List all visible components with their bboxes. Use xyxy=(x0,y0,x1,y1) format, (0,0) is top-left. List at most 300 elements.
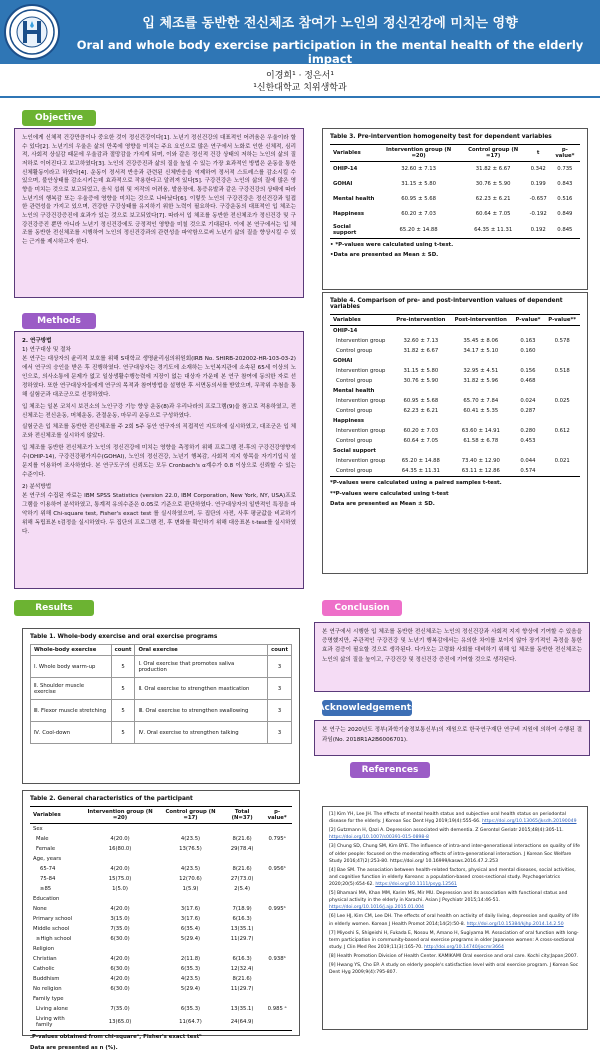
table-cell: 63.60 ± 14.91 xyxy=(461,428,500,434)
reference-text: [9] Hwang YS, Cho EP. A study on elderly people's satisfaction level with oral exercise program. J Korean Soc Dent Hyg 2009;9(4):795-807. xyxy=(329,963,579,976)
table-cell: 60.41 ± 5.35 xyxy=(463,408,499,414)
table-cell: 0.985 ᵃ xyxy=(267,1006,287,1012)
table-cell xyxy=(512,326,545,337)
reference-text: [3] Chung SD, Chung SM, Kim BYE. The influence of intra-and inter-generational interactions on quality of life of older people: focused on the moderating effects of intra-generational interaction. J Korean Soc Welfare Study 2016;47(2):253-80. https://doi.org/ 10.16999/kasws.2016.47.2.253 xyxy=(329,844,580,864)
table4-note: *P-values were calculated using a paired samples t-test. xyxy=(330,480,502,486)
table-cell: 0.956ᵇ xyxy=(268,866,286,872)
methods-para: 입 체조는 일본 코치시 보건소의 노인구강 기능 향상 운동(8)과 우리나라의 프로그램(9)을 참고로 적용하였고, 전신체조는 전신운동, 머체운동, 관절운동, 마무리 운동으로 구성하였다. xyxy=(22,403,296,419)
table-row xyxy=(330,162,580,177)
table-row xyxy=(30,974,292,984)
table-cell: 60.95 ± 5.68 xyxy=(401,196,436,202)
table-cell xyxy=(450,356,512,366)
table-row xyxy=(31,678,292,700)
table-cell: 24(64.9) xyxy=(230,1019,254,1025)
table-row-label: Control group xyxy=(336,378,373,384)
table-cell: 4(20.0) xyxy=(110,906,130,912)
table3-note: •Data are presented as Mean ± SD. xyxy=(330,252,439,259)
table-cell: 4(20.0) xyxy=(110,866,130,872)
methods-box xyxy=(14,331,304,589)
table-cell: Ⅰ. Oral exercise that promotes saliva production xyxy=(135,656,268,678)
table-cell: 0.163 xyxy=(520,338,536,344)
table-row-label: Mental health xyxy=(333,388,375,394)
table-cell: 8(21.6) xyxy=(232,836,252,842)
table-cell: 0.995ᵇ xyxy=(268,906,286,912)
table-cell xyxy=(512,356,545,366)
table-row-label: Education xyxy=(33,896,60,902)
table-cell: 0.280 xyxy=(520,428,536,434)
table-row-label: OHIP-14 xyxy=(333,328,358,334)
table-row-label: Control group xyxy=(336,468,373,474)
conclusion-box: 본 연구에서 시행한 입 체조를 동반한 전신체조는 노인의 정신건강과 사회적 지지 향상에 기여할 수 있음을 증명했지만, 주관적인 구강건강 및 노년기 행복감에서는 유의한 차이를 보이지 않아 장기적인 측정을 통한 효과 검증이 필요할 것으로 생각된다. 다가오는 고령화 사회를 대비하기 위해 입 체조를 동반한 전신체조는 노인의 삶의 질을 높이고, 구강건강 및 정신건강 증진에 기여할 것으로 생각된다. xyxy=(314,622,590,692)
methods-subheading-1: 1) 연구대상 및 절차 xyxy=(22,346,71,353)
table-row xyxy=(330,336,580,346)
table-row-label: Religion xyxy=(33,946,55,952)
table-cell: 0.160 xyxy=(520,348,536,354)
methods-para: 실험군은 입 체조를 동반한 전신체조를 주 2회 5주 동안 연구자의 직접적인 지도하에 실시하였고, 대조군은 입 체조와 전신체조를 실시하지 않았다. xyxy=(22,424,296,440)
table-cell: 60.64 ± 7.05 xyxy=(403,438,439,444)
table-cell: 0.938ᵇ xyxy=(268,956,286,962)
table-cell: 6(35.4) xyxy=(180,926,201,932)
table-row xyxy=(31,656,292,678)
table-row-label: Sex xyxy=(33,826,43,832)
table-cell xyxy=(450,416,512,426)
table-cell xyxy=(262,884,292,894)
table4-box xyxy=(322,292,588,574)
table-cell: 13(35.1) xyxy=(230,1006,254,1012)
table-row xyxy=(330,207,580,222)
table-row-label: Control group xyxy=(336,408,373,414)
table-cell: OHIP-14 xyxy=(333,166,358,173)
reference-item xyxy=(329,867,581,888)
table-row xyxy=(30,874,292,884)
table2-body xyxy=(30,824,292,1031)
table-cell: 31.82 ± 6.67 xyxy=(475,166,511,173)
table-row xyxy=(330,222,580,239)
table-cell: 0.192 xyxy=(530,226,546,233)
table4-body xyxy=(330,326,580,477)
table-header-cell: count xyxy=(111,645,135,656)
table-cell xyxy=(544,346,580,356)
table-row-label: Living with family xyxy=(36,1016,65,1028)
table-cell: 4(23.5) xyxy=(180,976,201,982)
table-cell: 34.17 ± 5.10 xyxy=(463,348,499,354)
table-header-cell: Intervention group (N =20) xyxy=(386,147,452,159)
title-english: Oral and whole body exercise participation in the mental health of the elderly impact xyxy=(76,38,584,66)
table-header-cell: Variables xyxy=(333,150,361,156)
reference-text: [6] Lee HJ, Kim CM, Lee DH. The effects of oral health on activity of daily living, depression and quality of life in elderly women. Korean J Health Promot 2014;14(2):50-8. xyxy=(329,914,580,927)
table-cell xyxy=(392,356,450,366)
table-cell: 6(30.0) xyxy=(110,936,130,942)
table-cell: 13(76.5) xyxy=(179,846,202,852)
table-cell xyxy=(544,416,580,426)
table1-header-row xyxy=(31,645,292,656)
table-cell: 0.199 xyxy=(530,181,546,187)
table-cell xyxy=(159,894,222,904)
reference-item xyxy=(329,811,581,825)
table-cell: -0.657 xyxy=(529,196,547,202)
table-cell xyxy=(81,944,159,954)
poster-header xyxy=(0,0,600,64)
table-cell: 0.342 xyxy=(530,166,546,173)
table-cell: 11(29.7) xyxy=(230,986,254,992)
table-cell: 6(30.0) xyxy=(110,966,130,972)
table-cell xyxy=(450,326,512,337)
table-cell: Ⅳ. Oral exercise to strengthen talking xyxy=(135,722,268,744)
table-cell: 13(35.1) xyxy=(230,926,254,932)
table-cell: 4(20.0) xyxy=(110,836,130,842)
table-cell: 0.845 xyxy=(557,226,573,233)
table-cell: 0.021 xyxy=(554,458,570,464)
table-cell xyxy=(262,984,292,994)
table-cell xyxy=(262,914,292,924)
table-cell xyxy=(159,994,222,1004)
table-cell: 0.025 xyxy=(554,398,570,404)
methods-subheading-2: 2) 분석방법 xyxy=(22,484,52,491)
table-cell: -0.192 xyxy=(529,211,547,217)
table-cell xyxy=(262,844,292,854)
table-row-label: Catholic xyxy=(33,966,55,972)
table-cell xyxy=(544,466,580,477)
table3-header-row xyxy=(330,145,580,162)
table-cell: 12(70.6) xyxy=(179,876,202,882)
reference-link[interactable]: http://doi.org/10.14740/jocmr3664 xyxy=(424,944,504,950)
table-cell: 60.20 ± 7.03 xyxy=(403,428,439,434)
table-cell xyxy=(262,874,292,884)
table-cell: 3(15.0) xyxy=(110,916,130,922)
table1-box xyxy=(22,628,300,784)
table-cell xyxy=(222,994,262,1004)
affiliation: ¹신한대학교 치위생학과 xyxy=(253,83,347,93)
table4-note: Data are presented as Mean ± SD. xyxy=(330,501,435,508)
table-cell: 5(29.4) xyxy=(180,936,201,942)
table-row xyxy=(31,700,292,722)
table-row-label: No religion xyxy=(33,986,62,992)
table-cell xyxy=(262,934,292,944)
table-cell xyxy=(392,416,450,426)
reference-text: [7] Miyoshi S, Shigeishi H, Fukada E, Nosou M, Amano H, Sugiyama M. Association of oral function with long-term participation in community-based oral exercise programs in older Japanese women: A cross-sectional study. J Clin Med Res 2019;11(3):165-70. xyxy=(329,930,579,950)
table-cell: 3 xyxy=(268,656,292,678)
table-cell: 60.64 ± 7.05 xyxy=(475,211,511,217)
reference-link[interactable]: https://doi.org/10.13065/jksdh.20190049 xyxy=(482,819,577,825)
table-cell xyxy=(544,386,580,396)
table-row xyxy=(330,396,580,406)
table-header-cell: Post-intervention xyxy=(454,317,507,323)
table-row-label: Control group xyxy=(336,348,373,354)
table-cell: 61.58 ± 6.78 xyxy=(463,438,499,444)
table-cell: 4(20.0) xyxy=(110,956,130,962)
section-references-label: References xyxy=(350,762,430,778)
table-cell xyxy=(262,944,292,954)
reference-link[interactable]: https://doi.org/10.1016/j.ajp.2015.01.004 xyxy=(329,905,424,911)
table-cell: Ⅳ. Cool-down xyxy=(31,722,112,744)
table-cell: 7(35.0) xyxy=(110,926,130,932)
table4-caption: Table 4. Comparison of pre- and post-intervention values of dependent variables xyxy=(330,298,563,310)
table-cell xyxy=(262,974,292,984)
table-cell xyxy=(544,356,580,366)
table-cell: 0.453 xyxy=(520,438,536,444)
table-cell: 27(73.0) xyxy=(230,876,254,882)
table-cell: 5 xyxy=(111,678,135,700)
table-cell xyxy=(222,854,262,864)
table-row-label: Intervention group xyxy=(336,428,386,434)
table-cell xyxy=(544,406,580,416)
methods-para: 본 연구는 대상자의 윤리적 보호를 위해 S대학교 생명윤리심의위원회(IRB No. SHIRB-202002-HR-103-03-2)에서 연구의 승인을 받은 후 진행하였다. 연구대상자는 경기도에 소재하는 노인복지관에 소속된 65세 이상의 노인으로, 의사소통에 문제가 없고 일상생활수행능력에 지장이 없는 대상자 가운데 본 연구 참여에 동의한 자로 선정하였다. 또한 연구대상자들에게 연구의 목적과 참여방법을 설명한 후 서면동의서를 받았으며, 무작위 추첨을 통해 실험군과 대조군으로 선정하였다. xyxy=(22,355,296,398)
table-row-label: GOHAI xyxy=(333,358,353,364)
table-header-cell: Control group (N =17) xyxy=(165,809,216,821)
table-cell: Ⅱ. Shoulder muscle exercise xyxy=(31,678,112,700)
table-cell: 64.35 ± 11.31 xyxy=(401,468,440,474)
table-row-label: Family type xyxy=(33,996,64,1002)
table-row-label: Intervention group xyxy=(336,458,386,464)
table-row-label: Living alone xyxy=(36,1006,69,1012)
references-box xyxy=(322,806,588,1030)
reference-item xyxy=(329,930,581,951)
table-cell xyxy=(81,894,159,904)
table-cell: 0.574 xyxy=(520,468,536,474)
table-cell: 2(11.8) xyxy=(180,956,201,962)
table-cell: 0.735 xyxy=(557,166,573,173)
table1 xyxy=(30,644,292,744)
table-cell: 5 xyxy=(111,700,135,722)
table-row xyxy=(30,854,292,864)
table3-note: • *P-values were calculated using t-test. xyxy=(330,241,454,248)
table-cell: 6(35.3) xyxy=(180,1006,201,1012)
table-cell: 0.795ᵃ xyxy=(268,836,286,842)
reference-item xyxy=(329,962,581,976)
table-cell: 0.287 xyxy=(520,408,536,414)
table-row xyxy=(330,366,580,376)
table-cell: 31.15 ± 5.80 xyxy=(403,368,439,374)
table-row-label: Intervention group xyxy=(336,398,386,404)
table-cell: 62.23 ± 6.21 xyxy=(475,196,511,202)
table-row-label: Social support xyxy=(333,448,376,454)
table-row xyxy=(330,376,580,386)
table-header-cell: Intervention group (N =20) xyxy=(87,809,153,821)
table-row xyxy=(30,984,292,994)
table-cell: 31.15 ± 5.80 xyxy=(401,181,436,187)
table-cell: 73.40 ± 12.90 xyxy=(461,458,500,464)
table-row xyxy=(30,904,292,914)
reference-link[interactable]: https://doi.org/10.1007/s00391-015-0898-8 xyxy=(329,835,429,841)
table-row-label: ≥85 xyxy=(40,886,52,892)
title-korean: 입 체조를 동반한 전신체조 참여가 노인의 정신건강에 미치는 영향 xyxy=(142,16,518,31)
table-cell xyxy=(512,416,545,426)
table-cell: 15(75.0) xyxy=(108,876,132,882)
table-cell: 3(17.6) xyxy=(180,906,201,912)
table-row xyxy=(30,914,292,924)
acknowledgements-box: 본 연구는 2020년도 정부(과학기술정보통신부)의 재원으로 한국연구재단 연구비 지원에 의하여 수행된 결과임(No. 2018R1A2B6006701). xyxy=(314,720,590,756)
table-row-label: ≥High school xyxy=(36,936,72,942)
reference-text: [2] Gutzmann H, Qazi A. Depression associated with dementia. Z Gerontol Geriatr 2015;48(4):305-11. xyxy=(329,828,564,834)
table-cell: 0.044 xyxy=(520,458,536,464)
reference-item xyxy=(329,890,581,911)
table-row xyxy=(330,436,580,446)
table-cell: 0.468 xyxy=(520,378,536,384)
table-row-label: Christian xyxy=(33,956,57,962)
table-cell: 6(16.3) xyxy=(232,956,252,962)
table-row-label: None xyxy=(33,906,47,912)
table-cell: 6(35.3) xyxy=(180,966,201,972)
table4 xyxy=(330,314,580,477)
table-cell xyxy=(222,894,262,904)
table-cell: 1(5.0) xyxy=(112,886,128,892)
table-row xyxy=(330,456,580,466)
table-row-label: Middle school xyxy=(33,926,70,932)
table-cell xyxy=(81,824,159,835)
table-row xyxy=(330,426,580,436)
table-cell: 3 xyxy=(268,722,292,744)
reference-link[interactable]: https://doi.org/10.1111/psyg.12561 xyxy=(375,881,457,887)
table-header-cell: Variables xyxy=(33,812,61,818)
section-methods-label: Methods xyxy=(22,313,96,329)
table3-box xyxy=(322,128,588,290)
table-cell: 0.843 xyxy=(557,181,573,187)
table4-header-row xyxy=(330,315,580,326)
table-cell: GOHAI xyxy=(333,181,353,187)
table-row-label: 75-84 xyxy=(40,876,56,882)
table-cell: 3 xyxy=(268,678,292,700)
table-row-label: Primary school xyxy=(33,916,73,922)
table-header-cell: Control group (N =17) xyxy=(468,147,519,159)
methods-para: 본 연구의 수집된 자료는 IBM SPSS Statistics (version 22.0, IBM Corporation, New York, NY, USA)프로그램을 이용하여 분석하였고, 통계적 유의수준은 0.05로 기준으로 판단하였다. 연구대상자의 일반적인 특징을 파악하기 위해 Chi-square test, Fisher's exact test 를 실시하였으며, 두 집단의 사전, 사후 평균값을 비교하기 위해 독립표본 t검정을 실시하였다. 두 집단의 프로그램 전, 후 변화를 확인하기 위해 대응표본 t-test를 실시하였다. xyxy=(22,493,296,535)
table-cell: Happiness xyxy=(333,211,365,217)
table-cell: 64.35 ± 11.31 xyxy=(474,226,513,233)
table-cell: 2(5.4) xyxy=(234,886,251,892)
table-header-cell: p-value* xyxy=(267,809,287,821)
table-row xyxy=(330,446,580,456)
table-cell: 16(80.0) xyxy=(108,846,132,852)
table2-box xyxy=(22,790,300,1051)
table-row xyxy=(330,466,580,477)
university-logo xyxy=(4,4,60,60)
methods-para: 입 체조를 동반한 전신체조가 노인의 정신건강에 미치는 영향을 측정하기 위해 프로그램 전·후의 구강건강영향지수(OHIP-14), 구강건강평가지수(GOHAI), 노인의 정신건강, 노년기 행복감, 사회적 지지 항목을 자기기입식 설문지를 이용하여 조사하였다. 본 연구도구의 신뢰도는 모두 Cronbach's α계수가 0.8 이상으로 신뢰할 수 있는 수준이다. xyxy=(22,445,296,479)
table-cell xyxy=(159,824,222,835)
table-cell: 4(20.0) xyxy=(110,976,130,982)
table-cell xyxy=(262,964,292,974)
table-cell: 5 xyxy=(111,656,135,678)
table-cell: 1(5.9) xyxy=(182,886,199,892)
table-cell: 6(16.3) xyxy=(232,916,252,922)
reference-item xyxy=(329,913,581,927)
table-row-label: Happiness xyxy=(333,418,365,424)
table-cell: Ⅰ. Whole body warm-up xyxy=(31,656,112,678)
table-row xyxy=(330,386,580,396)
table-header-cell: P-value** xyxy=(548,317,577,323)
table-cell: 6(30.0) xyxy=(110,986,130,992)
table-cell xyxy=(544,446,580,456)
authors: 이경희¹ · 정은서¹ xyxy=(266,71,334,81)
table-row xyxy=(30,834,292,844)
reference-item xyxy=(329,827,581,841)
table-cell xyxy=(544,326,580,337)
table-row xyxy=(30,944,292,954)
table4-note: **P-values were calculated using t-test xyxy=(330,490,449,497)
reference-text: [5] Bhamani MA, Khan MM, Karim MS, Mir MU. Depression and its association with functional status and physical activity in the elderly in Karachi. Asian J Psychiatr 2015;14:46-51. xyxy=(329,891,568,904)
table1-caption: Table 1. Whole-body exercise and oral exercise programs xyxy=(30,634,218,640)
table-cell: 30.76 ± 5.90 xyxy=(403,378,439,384)
table-cell xyxy=(159,944,222,954)
table-cell xyxy=(544,436,580,446)
table-cell xyxy=(262,924,292,934)
table-cell xyxy=(392,446,450,456)
table-header-cell: Whole-body exercise xyxy=(31,645,112,656)
reference-link[interactable]: http://doi.org/10.15384/kjhp.2014.14.2.50 xyxy=(466,921,564,927)
table-row xyxy=(30,954,292,964)
table-row xyxy=(330,177,580,192)
table-row xyxy=(30,1004,292,1014)
table-cell xyxy=(450,446,512,456)
table-header-cell: count xyxy=(268,645,292,656)
table-cell xyxy=(450,386,512,396)
table-row xyxy=(30,884,292,894)
table-row-label: Control group xyxy=(336,438,373,444)
table-row xyxy=(30,864,292,874)
table-cell xyxy=(512,386,545,396)
table-cell xyxy=(262,1014,292,1031)
table-row-label: Male xyxy=(36,836,49,842)
table-cell xyxy=(262,824,292,835)
table-row xyxy=(330,356,580,366)
objective-box: 노인에게 신체적 건강만큼이나 중요한 것이 정신건강이다[1]. 노년기 정신건강의 대표적인 어려움은 우울이라 할 수 있다[2]. 노년기의 우울은 삶의 만족에 영향을 미치는 주요 요인으로 많은 연구에서 노화로 인한 신체적, 심리적, 사회적 상실감 때문에 우울감과 절망감을 가지게 되며, 이와 같은 정신적 건강 상태의 저하는 노인의 삶의 질 저하로 이어진다고 보고하였다[3]. 노인의 건강증진과 삶의 질을 높일 수 있는 가장 효과적인 방법은 운동을 통한 신체활동이라고 하였다[4]. 운동이 정서적 반응과 관련된 신체반응을 억제하여 정서적 스트레스를 감소시킬 수 있으며, 불안상태를 감소시키는데 효과적으로 작용한다고 알려져 있다[5]. 구강건강은 노인의 삶의 질에 많은 영향을 미치는 것으로 보고되었고, 음식 섭취 및 저작의 어려움, 발음장애, 통증유발과 같은 구강건강의 상태에 따라 노년기의 행복감 또는 우울증에 영향을 미치는 것으로 나타났다[6]. 이렇듯 노인의 구강건강은 정신건강과 밀접한 관련성을 가지고 있으며, 건강한 구강상태를 유지하기 위한 노력이 필요하다. 구강운동의 대표적인 입 체조는 노인의 구강건강증진에 효과가 있는 것으로 보고되었다[7]. 따라서 입 체조를 동반한 전신체조가 정신건강 및 구강건강증진 뿐만 아니라 노년기 정신건강에도 긍정적인 영향을 미칠 것으로 기대된다. 이에 본 연구에서는 입 체조를 동반한 전신체조를 시행하여 노인의 정신건강과의 관련성을 파악함으로써 노년기 삶의 질을 향상시킬 수 있는 근거를 제시하고자 한다. xyxy=(14,128,304,298)
section-conclusion-label: Conclusion xyxy=(322,600,402,616)
reference-text: [1] Kim YH, Lee JH. The effects of mental health status and subjective oral health status on periodontal disease for the elderly. J Korean Soc Dent Hyg 2019;19(4):555-66. xyxy=(329,812,566,825)
section-results-label: Results xyxy=(14,600,94,616)
table-row xyxy=(30,1014,292,1031)
table-row-label: 65-74 xyxy=(40,866,56,872)
table-cell: 0.518 xyxy=(554,368,570,374)
table-cell: 29(78.4) xyxy=(230,846,254,852)
reference-text: [8] Health Promotion Division of Health Center. KAMIKAMI Oral exercise and oral care. Kochi city:Japan;2007. xyxy=(329,953,579,959)
table-cell: 12(32.4) xyxy=(230,966,254,972)
table-cell: 32.95 ± 4.51 xyxy=(463,368,499,374)
table-cell: 0.578 xyxy=(554,338,570,344)
table-row xyxy=(30,824,292,835)
table-cell: 65.20 ± 14.88 xyxy=(399,226,438,233)
table-header-cell: P-value* xyxy=(515,317,541,323)
table2-note: .P-values obtained from chi-squareᵃ, Fisher's exact testᵇ xyxy=(30,1034,202,1040)
table-cell xyxy=(262,994,292,1004)
table-cell xyxy=(222,824,262,835)
table-row xyxy=(31,722,292,744)
table-row-label: Intervention group xyxy=(336,368,386,374)
table-cell: 3 xyxy=(268,700,292,722)
table-cell: 0.156 xyxy=(520,368,536,374)
table-cell xyxy=(159,854,222,864)
table-cell xyxy=(262,854,292,864)
table2-caption: Table 2. General characteristics of the participant xyxy=(30,796,193,802)
table-cell: 62.23 ± 6.21 xyxy=(403,408,439,414)
table-row xyxy=(330,326,580,337)
table2 xyxy=(30,806,292,1031)
table-cell: 7(18.9) xyxy=(232,906,252,912)
table-cell xyxy=(81,854,159,864)
table-cell xyxy=(222,944,262,954)
table-cell: 0.612 xyxy=(554,428,570,434)
table-row xyxy=(330,192,580,207)
table-row xyxy=(30,934,292,944)
table-cell: 5(29.4) xyxy=(180,986,201,992)
methods-heading: 2. 연구방법 xyxy=(22,338,52,344)
table-header-cell: p-value* xyxy=(555,147,575,159)
table-cell xyxy=(512,446,545,456)
table-cell: 32.60 ± 7.13 xyxy=(403,338,439,344)
table-row-label: Age, years xyxy=(33,856,62,862)
table-cell: 32.60 ± 7.13 xyxy=(401,166,436,173)
table-row-label: Intervention group xyxy=(336,338,386,344)
table-header-cell: Total (N=37) xyxy=(231,809,253,821)
table-cell: 5 xyxy=(111,722,135,744)
header-divider xyxy=(0,96,600,98)
